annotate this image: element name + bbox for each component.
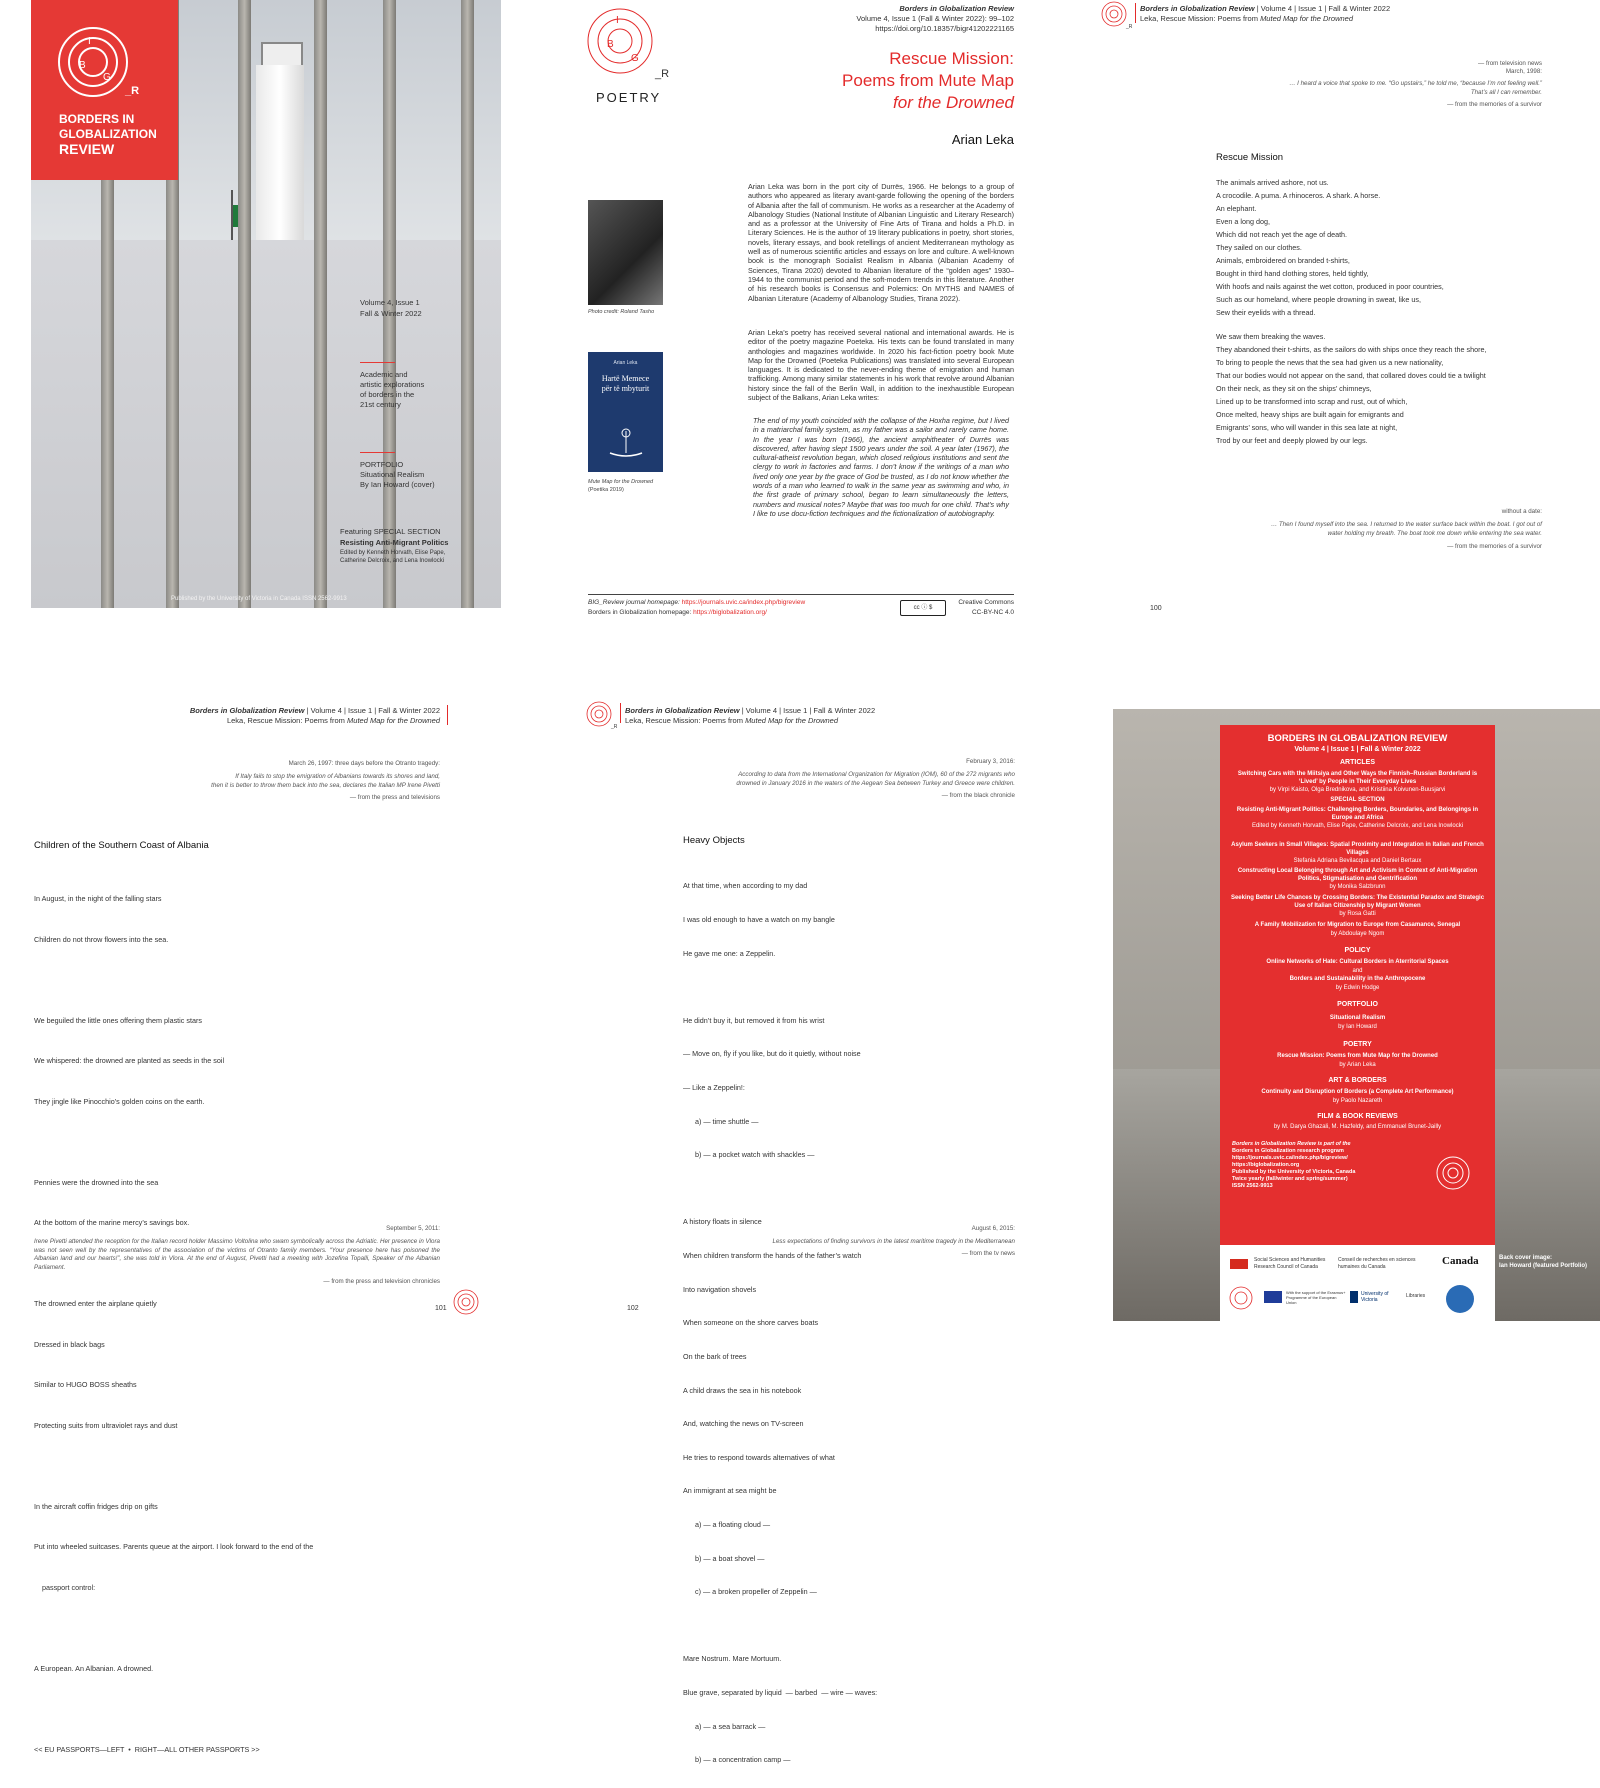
big-logo-icon — [585, 5, 680, 80]
running-header — [227, 716, 440, 726]
epigraph: That’s all I can remember. — [1470, 89, 1542, 96]
uvic-shield-icon — [1350, 1291, 1358, 1303]
section-heading: ART & BORDERS — [1328, 1077, 1387, 1084]
section-heading: PORTFOLIO — [1337, 1001, 1378, 1008]
section-label: POETRY — [596, 90, 662, 105]
poem-line: Mare Nostrum. Mare Mortuum. — [683, 1654, 782, 1664]
divider — [360, 452, 395, 453]
section-heading: FILM & BOOK REVIEWS — [1317, 1113, 1398, 1120]
poem-line: They abandoned their t-shirts, as the sailors do with ships once they reach the shore, — [1216, 345, 1487, 354]
source-note: — from television news — [1478, 60, 1542, 67]
header-rule — [447, 705, 448, 725]
date-note: September 5, 2011: — [386, 1225, 440, 1232]
source-note: — from the press and televisions — [349, 794, 440, 801]
poem-page-100 — [1100, 0, 1560, 630]
fence-bar — [314, 0, 327, 608]
poem-line — [683, 981, 877, 992]
header-book: Muted Map for the Drowned — [1260, 14, 1354, 23]
header-book: Muted Map for the Drowned — [745, 716, 839, 725]
poem-line: Lined up to be transformed into scrap and rust, out of which, — [1216, 397, 1408, 406]
poem-line: The animals arrived ashore, not us. — [1216, 178, 1329, 187]
svg-text:_R: _R — [125, 85, 140, 97]
svg-text:B: B — [79, 60, 86, 71]
cover-tagline: Academic and — [360, 370, 408, 379]
back-cover — [1113, 709, 1600, 1321]
toc-byline: by Monika Salzbrunn — [1329, 884, 1386, 890]
epigraph: According to data from the International Organization for Migration (IOM), 60 of the 272 migrants who — [738, 771, 1015, 778]
poem-line: Similar to HUGO BOSS sheaths — [34, 1380, 137, 1389]
toc-byline: by Edwin Hodge — [1335, 985, 1380, 991]
poem-line: To bring to people the news that the sea had given us a new nationality, — [1216, 358, 1444, 367]
section-heading: POLICY — [1344, 947, 1371, 954]
poem-line — [34, 1702, 313, 1716]
toc-byline: Stefania Adriana Bevilacqua and Daniel Bertaux — [1293, 858, 1422, 864]
poem-line: I was old enough to have a watch on my bangle — [683, 915, 835, 925]
svg-text:I: I — [616, 15, 619, 26]
toc-entry: Situational Realism — [1329, 1015, 1386, 1021]
poem-line: He didn’t buy it, but removed it from his wrist — [683, 1015, 825, 1025]
footer-line — [588, 609, 767, 616]
date-note: February 3, 2016: — [966, 758, 1015, 765]
epigraph: water holding my breath. The boat took me down while entering the sea water. — [1327, 530, 1542, 537]
poem-line: An immigrant at sea might be — [683, 1486, 777, 1496]
poem-line: — Move on, fly if you like, but do it quietly, without noise — [683, 1049, 861, 1059]
poem-line: An elephant. — [1216, 204, 1257, 213]
section-heading: SPECIAL SECTION — [1330, 797, 1385, 803]
cover-season: Fall & Winter 2022 — [360, 309, 422, 318]
cover-editors: Catherine Delcroix, and Lena Inowlocki — [340, 558, 445, 564]
toc-byline: by Virpi Kaisto, Olga Brednikova, and Kristiina Koivunen-Buusjarvi — [1269, 787, 1446, 793]
bio-paragraph: Arian Leka was born in the port city of Durrës, 1966. He belongs to a group of authors who appeared as literary avant-garde following the opening of the borders of Albania after the fall of communism. He works as a researcher at the Academy of Albanology Studies (National Institute of Albanian Linguistic and Literary Research) and as a professor at the University of Fine Arts of Tirana and holds a Ph.D. in Literary Sciences. He is the author of 19 literary publications in poetry, short stories, novels, literary essays, and book retellings of ancient Mediterranean mythology as well as of numerous scientific articles and essays on lore and culture. A well-known book is the monograph Socialist Realism in Albania (Albanian Academy of Sciences, Tirana 2020) devoted to Albanian literature of the “golden ages” 1930–1944 to the communist period and the soft-modern trends in this literature. Another of his research books is Consensus and Polemics: On MYTHS and NAMES of Albanian Literature (Academy of Albanology Studies, Tirana 2022). — [748, 182, 1014, 303]
epigraph: … I heard a voice that spoke to me. “Go upstairs,” he told me, “because I’m not feeling well.” — [1289, 80, 1542, 87]
photo-credit: Photo credit: Roland Tasho — [588, 309, 655, 315]
poem-title: Heavy Objects — [683, 835, 745, 846]
poem-line: And, watching the news on TV-screen — [683, 1419, 804, 1429]
book-cover — [588, 352, 663, 472]
poem-line: They sailed on our clothes. — [1216, 243, 1302, 252]
toc-entry: A Family Mobilization for Migration to Europe from Casamance, Senegal — [1254, 922, 1461, 928]
book-caption: Mute Map for the Drowned — [588, 479, 654, 485]
toc-entry: Asylum Seekers in Small Villages: Spatial Proximity and Integration in Italian and French Villages — [1231, 842, 1484, 856]
toc-entry: Resisting Anti-Migrant Politics: Challenging Borders, Boundaries, and Belongings in Europe and Africa — [1236, 807, 1479, 821]
uvic-name: University of Victoria — [1361, 1291, 1389, 1303]
title-line: Rescue Mission: — [889, 49, 1014, 68]
source-note: — from the press and television chronicles — [323, 1278, 440, 1285]
epilogue-note: Less expectations of finding survivors in the latest maritime tragedy in the Mediterranean — [772, 1238, 1015, 1245]
info-line: https://journals.uvic.ca/index.php/bigreview/ — [1232, 1155, 1348, 1161]
toc-byline: by M. Darya Ghazali, M. Hazfeldy, and Emmanuel Brunet-Jailly — [1273, 1124, 1442, 1130]
section-heading: POETRY — [1343, 1041, 1372, 1048]
journal-homepage-link[interactable]: https://journals.uvic.ca/index.php/bigreview — [681, 599, 806, 606]
cover-tagline: artistic explorations — [360, 380, 425, 389]
toc-entry: Constructing Local Belonging through Art and Activism in Context of Anti-Migration Politics, Stigmatisation and Gentrification — [1237, 868, 1478, 882]
caption-line: Ian Howard (featured Portfolio) — [1499, 1263, 1588, 1269]
journal-cover — [31, 0, 501, 608]
running-header — [625, 706, 875, 716]
article-title — [842, 48, 1014, 114]
cover-portfolio: By Ian Howard (cover) — [360, 480, 435, 489]
poem-line — [34, 973, 313, 987]
poem-line: a) — time shuttle — — [683, 1116, 759, 1126]
poem-line: With hoofs and nails against the wet cotton, produced in poor countries, — [1216, 282, 1444, 291]
poem-line: On the bark of trees — [683, 1351, 747, 1361]
poem-line: When someone on the shore carves boats — [683, 1318, 819, 1328]
svg-text:I: I — [88, 36, 91, 47]
poem-line: << EU PASSPORTS—LEFT • RIGHT—ALL OTHER PASSPORTS >> — [34, 1744, 260, 1754]
header-rule — [1135, 3, 1136, 23]
cover-tagline: of borders in the — [360, 390, 415, 399]
running-header — [190, 706, 440, 716]
cover-tagline: 21st century — [360, 400, 401, 409]
cover-publisher: Published by the University of Victoria in Canada ISSN 2562-9913 — [171, 596, 347, 602]
poem-line: On their neck, as they sit on the ships’ chimneys, — [1216, 384, 1372, 393]
poem-line: When children transform the hands of the father’s watch — [683, 1251, 862, 1261]
epigraph: If Italy fails to stop the emigration of Albanians towards its shores and land, — [235, 773, 440, 780]
doi-link[interactable]: https://doi.org/10.18357/bigr41202221165 — [875, 24, 1014, 33]
toc-entry: Rescue Mission: Poems from Mute Map for the Drowned — [1277, 1053, 1438, 1059]
lighthouse — [256, 65, 304, 240]
poem-line: At that time, when according to my dad — [683, 881, 808, 891]
epilogue-note: Irene Pivetti attended the reception for the Italian record holder Massimo Voltolina who swam symbolically across the Adriatic. Her presence in Vlora was not seen well by the representatives of the association of the victims of Otranto family members. “Your presence here has poisoned the Albanian land and our hearts!”, she was told in Vlora. At the end of August, Pivetti had a meeting with Jozefina Topalli, Speaker of the Albanian Parliament. — [34, 1238, 440, 1271]
brand-line: GLOBALIZATION — [59, 127, 157, 141]
poem-line: a) — a floating cloud — — [683, 1519, 771, 1529]
license: Creative Commons — [958, 599, 1014, 606]
cover-portfolio: Situational Realism — [360, 470, 425, 479]
poem-line: That our bodies would not appear on the sand, that collared doves could tie a twilight — [1216, 371, 1486, 380]
poem-line: In the aircraft coffin fridges drip on gifts — [34, 1501, 158, 1511]
poem-line: Emigrants’ sons, who will wander in this sea late at night, — [1216, 423, 1398, 432]
header-journal: Borders in Globalization Review — [1140, 4, 1255, 13]
poem-line: We beguiled the little ones offering them plastic stars — [34, 1015, 202, 1025]
svg-text:B: B — [607, 39, 614, 50]
poem-line: He gave me one: a Zeppelin. — [683, 948, 776, 958]
caption-line: Back cover image: — [1499, 1255, 1553, 1261]
cover-editors: Edited by Kenneth Horvath, Elise Pape, — [340, 550, 446, 556]
date-note: without a date: — [1501, 508, 1542, 515]
poem-body — [683, 858, 877, 1788]
poem-line — [34, 1459, 313, 1473]
toc-byline: by Ian Howard — [1338, 1024, 1377, 1030]
poem-line: A child draws the sea in his notebook — [683, 1385, 802, 1395]
poem-line: Pennies were the drowned into the sea — [34, 1177, 159, 1187]
header-issue: | Volume 4 | Issue 1 | Fall & Winter 2022 — [741, 706, 876, 715]
boat-icon — [608, 427, 644, 461]
poem-line: He tries to respond towards alternatives of what — [683, 1452, 835, 1462]
cover-section-title: Resisting Anti-Migrant Politics — [340, 538, 449, 547]
brand-line: BORDERS IN — [59, 112, 135, 126]
poem-line: Protecting suits from ultraviolet rays and dust — [34, 1420, 178, 1430]
toc-byline: by Arian Leka — [1339, 1062, 1376, 1068]
poem-line: passport control: — [34, 1582, 96, 1592]
author-photo — [588, 200, 663, 305]
poem-line: Children do not throw flowers into the sea. — [34, 934, 169, 944]
poem-line: Animals, embroidered on branded t-shirts, — [1216, 256, 1350, 265]
svg-text:G: G — [631, 53, 639, 64]
header-article: Leka, Rescue Mission: Poems from — [1140, 14, 1258, 23]
cover-featuring: Featuring SPECIAL SECTION — [340, 527, 441, 536]
book-caption: (Poetika 2019) — [588, 487, 624, 493]
author-quote: The end of my youth coincided with the collapse of the Hoxha regime, but I lived in a matriarchal family system, as my father was a sailor and rarely came home. In the year I was born (1966), the ancient amphitheater of Durrës was discovered, after having slept 1500 years under the soil. A year later (1967), the cultural-atheist revolution began, which closed religious institutions and sent the clergy to work in factories and farms. I don’t know if the writings of a man who lived only one year by the grace of God be trusted, as I do not know whether the words of a man who learned to walk in the same year as swimming and who, in the first grade of primary school, began to learn simultaneously the letters, numbers and musical notes? Maybe that was too much for one child. That’s why I like to use docu-fiction techniques and the fictionalization of autobiography. — [753, 416, 1009, 518]
brand-box — [31, 0, 178, 180]
svg-text:_R: _R — [655, 68, 670, 80]
poem-line — [34, 1621, 313, 1635]
article-first-page — [580, 0, 1020, 630]
cover-portfolio: PORTFOLIO — [360, 460, 404, 469]
poem-body — [34, 865, 313, 1783]
issue-info: Volume 4, Issue 1 (Fall & Winter 2022): 99–102 — [856, 14, 1014, 23]
date-note: March, 1998: — [1505, 68, 1542, 75]
title-line: Poems from Mute Map — [842, 71, 1014, 90]
poem-line: We saw them breaking the waves. — [1216, 332, 1326, 341]
footer-line — [588, 599, 805, 606]
running-header — [625, 716, 838, 726]
poem-line: c) — a broken propeller of Zeppelin — — [683, 1587, 817, 1597]
svg-text:_R: _R — [1126, 24, 1133, 30]
poem-title: Rescue Mission — [1216, 152, 1284, 163]
sshrc-fr: Conseil de recherches en sciences humaines du Canada — [1338, 1257, 1416, 1270]
program-info — [1232, 1141, 1402, 1190]
poem-page-102 — [585, 700, 1025, 1765]
running-header — [1140, 4, 1390, 14]
date-note: March 26, 1997: three days before the Otranto tragedy: — [288, 760, 440, 767]
big-homepage-link[interactable]: https://biglobalization.org/ — [693, 609, 767, 616]
svg-text:G: G — [103, 72, 111, 83]
funders-panel — [1220, 1245, 1495, 1321]
poem-line: Sew their eyelids with a thread. — [1216, 308, 1316, 317]
canada-wordmark: Canada — [1442, 1255, 1479, 1267]
info-line: Borders in Globalization research program — [1232, 1148, 1344, 1154]
journal-name: Borders in Globalization Review — [899, 4, 1014, 13]
stanza — [1216, 330, 1486, 447]
poem-line: b) — a pocket watch with shackles — — [683, 1150, 815, 1160]
section-heading: ARTICLES — [1340, 759, 1375, 766]
fence-bar — [461, 0, 474, 608]
poem-line: A history floats in silence — [683, 1217, 762, 1227]
poem-line: Which did not reach yet the age of death. — [1216, 230, 1348, 239]
book-author: Arian Leka — [613, 360, 638, 366]
poem-line: The drowned enter the airplane quietly — [34, 1299, 157, 1308]
toc-byline: by Rosa Gatti — [1339, 911, 1376, 917]
poem-line: Even a long dog, — [1216, 217, 1270, 226]
book-title: për të mbyturit — [601, 384, 650, 393]
poem-line — [683, 1620, 877, 1631]
footer-label: Borders in Globalization homepage: — [588, 609, 692, 616]
big-logo-icon — [1100, 0, 1134, 30]
poem-line: At the bottom of the marine mercy’s savings box. — [34, 1218, 190, 1227]
info-line: https://biglobalization.org — [1232, 1162, 1300, 1168]
toc-entry: Borders and Sustainability in the Anthropocene — [1289, 976, 1426, 982]
epigraph: … Then I found myself into the sea. I returned to the water surface back within the boat. I got out of — [1270, 521, 1542, 528]
author-name: Arian Leka — [951, 132, 1014, 147]
poem-line — [34, 1135, 313, 1149]
poem-line: A crocodile. A puma. A rhinoceros. A shark. A horse. — [1216, 191, 1381, 200]
contents-poster — [1220, 725, 1495, 1245]
book-title: Hartë Memece — [601, 374, 650, 383]
poem-line: Blue grave, separated by liquid — barbed — wire — waves: — [683, 1687, 878, 1697]
poem-line: A European. An Albanian. A drowned. — [34, 1663, 154, 1673]
date-note: August 6, 2015: — [971, 1225, 1015, 1232]
source-note: — from the black chronicle — [941, 792, 1015, 799]
header-article: Leka, Rescue Mission: Poems from — [625, 716, 743, 725]
footer-label: BIG_Review journal homepage: — [588, 599, 680, 606]
poem-line: a) — a sea barrack — — [683, 1721, 766, 1731]
toc-entry: Continuity and Disruption of Borders (a Complete Art Performance) — [1261, 1089, 1454, 1095]
big-logo-icon — [55, 24, 145, 104]
brand-line: REVIEW — [59, 141, 115, 157]
fence-bar — [238, 0, 251, 608]
header-journal: Borders in Globalization Review — [625, 706, 740, 715]
cover-caption — [1499, 1254, 1587, 1270]
source-note: — from the tv news — [961, 1250, 1015, 1257]
eu-note: With the support of the Erasmus+ Programme of the European Union — [1286, 1290, 1346, 1305]
poem-line: Such as our homeland, where people drowning in sweat, like us, — [1216, 295, 1421, 304]
toc-byline: by Abdoulaye Ngom — [1330, 931, 1385, 937]
info-line: Twice yearly (fall/winter and spring/summer) — [1232, 1176, 1348, 1182]
source-note: — from the memories of a survivor — [1447, 543, 1542, 550]
poem-title: Children of the Southern Coast of Albania — [34, 840, 209, 851]
divider — [360, 362, 395, 363]
info-line: Published by the University of Victoria, Canada — [1232, 1169, 1356, 1175]
header-rule — [620, 703, 621, 723]
page-number: 101 — [435, 1305, 447, 1312]
license: CC-BY-NC 4.0 — [971, 609, 1014, 616]
header-journal: Borders in Globalization Review — [189, 706, 305, 715]
running-header — [1140, 14, 1353, 24]
header-issue: | Volume 4 | Issue 1 | Fall & Winter 2022 — [1256, 4, 1391, 13]
info-line: ISSN 2562-9913 — [1232, 1183, 1273, 1189]
epigraph: drowned in January 2016 in the waters of the Aegean Sea between Turkey and Greece were children. — [736, 780, 1015, 787]
uvic-libraries: Libraries — [1406, 1293, 1426, 1299]
toc-byline: Edited by Kenneth Horvath, Elise Pape, Catherine Delcroix, and Lena Inowlocki — [1251, 823, 1464, 829]
big-logo-icon — [452, 1288, 486, 1318]
footer-divider — [588, 594, 1014, 595]
big-logo-icon — [1228, 1285, 1254, 1311]
header-book: Muted Map for the Drowned — [347, 716, 440, 725]
svg-text:_R: _R — [611, 724, 618, 730]
info-line: Borders in Globalization Review is part of the — [1232, 1141, 1351, 1147]
poem-line: Once melted, heavy ships are built again for emigrants and — [1216, 410, 1404, 419]
source-note: — from the memories of a survivor — [1447, 101, 1542, 108]
epigraph: then it is better to throw them back into the sea, declares the Italian MP Irene Pivetti — [211, 782, 440, 789]
poem-line: Put into wheeled suitcases. Parents queue at the airport. I look forward to the end of the — [34, 1542, 314, 1551]
poem-line: — Like a Zeppelin!: — [683, 1083, 745, 1093]
poem-line: They jingle like Pinocchio’s golden coins on the earth. — [34, 1096, 205, 1106]
toc-entry: Seeking Better Life Chances by Crossing Borders: The Existential Paradox and Strategic Use of Italian Citizenship by Migrant Women — [1230, 895, 1485, 909]
toc-and: and — [1352, 968, 1363, 974]
eu-flag-icon — [1264, 1291, 1282, 1303]
cover-volume: Volume 4, Issue 1 — [360, 298, 420, 307]
page-number: 102 — [627, 1305, 639, 1312]
poem-line: b) — a boat shovel — — [683, 1553, 765, 1563]
header-article: Leka, Rescue Mission: Poems from — [226, 716, 345, 725]
title-line: for the Drowned — [893, 93, 1014, 112]
poem-line: Into navigation shovels — [683, 1284, 757, 1294]
big-logo-icon — [1435, 1155, 1475, 1195]
poem-line: Trod by our feet and deeply plowed by our legs. — [1216, 436, 1368, 445]
bio-paragraph: Arian Leka’s poetry has received several national and international awards. He is editor of the poetry magazine Poeteka. His texts can be found translated in many anthologies and magazines worldwide. In 2020 his fact-fiction poetry book Mute Map for the Drowned (Poeteka Publications) was translated into several European languages. It is dedicated to the never-ending theme of emigration and human trafficking. Among many similar statements in his work that revolve around Albanian history since the fall of the Berlin Wall, in addition to the inexhaustible European subject of the Balkans, Arian Leka writes: — [748, 328, 1014, 403]
poem-line: In August, in the night of the falling stars — [34, 894, 162, 903]
poem-line: We whispered: the drowned are planted as seeds in the soil — [34, 1056, 225, 1065]
toc-entry: Online Networks of Hate: Cultural Borders in Aterritorial Spaces — [1266, 959, 1449, 965]
poem-line — [683, 1183, 877, 1194]
big-logo-icon — [585, 700, 619, 730]
canada-flag-icon — [1230, 1259, 1248, 1269]
page-number: 100 — [1150, 605, 1162, 612]
header-issue: | Volume 4 | Issue 1 | Fall & Winter 2022 — [306, 706, 440, 715]
cc-badge-icon: cc ⓘ $ — [900, 600, 946, 616]
sshrc-en: Social Sciences and Humanities Research Council of Canada — [1254, 1257, 1326, 1270]
poster-issue: Volume 4 | Issue 1 | Fall & Winter 2022 — [1294, 746, 1421, 753]
poem-line: Bought in third hand clothing stores, held tightly, — [1216, 269, 1369, 278]
poem-page-101 — [30, 700, 450, 1754]
stanza — [1216, 176, 1444, 319]
poem-line: Dressed in black bags — [34, 1339, 105, 1349]
poster-title: BORDERS IN GLOBALIZATION REVIEW — [1267, 733, 1448, 744]
globe-icon — [1446, 1285, 1474, 1313]
poem-line: b) — a concentration camp — — [683, 1755, 791, 1765]
toc-entry: Switching Cars with the Miitsiya and Other Ways the Finnish–Russian Borderland is ‘Lived’ by People in Their Everyday Lives — [1237, 771, 1478, 785]
toc-byline: by Paolo Nazareth — [1332, 1098, 1383, 1104]
